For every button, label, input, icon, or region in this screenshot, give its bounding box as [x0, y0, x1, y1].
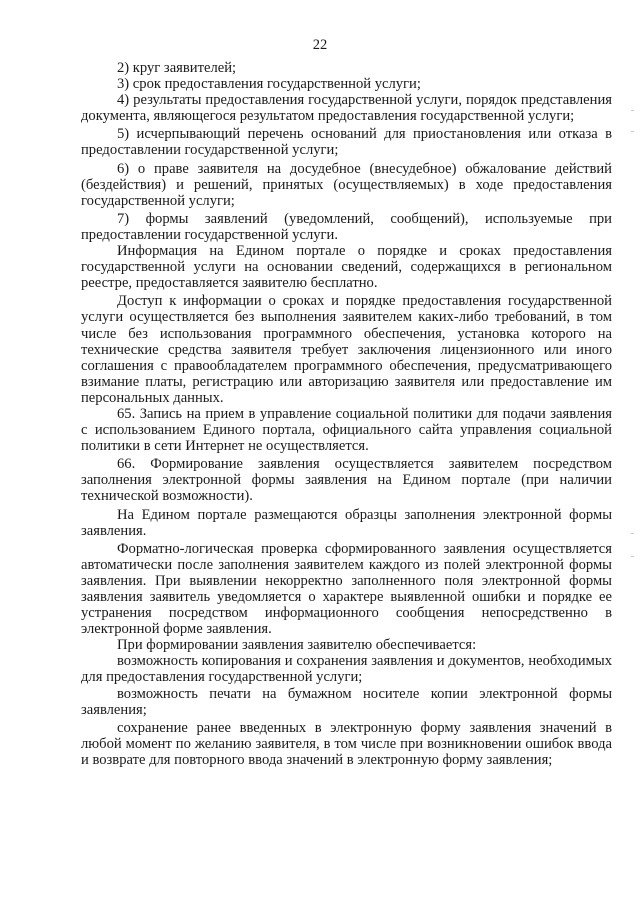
paragraph-65: 65. Запись на прием в управление социальной политики для подачи заявления с использованием Единого портала, официального сайта управления социальной политики в сети Интернет не осуществляется.	[81, 405, 612, 455]
paragraph-list-item-5: 5) исчерпывающий перечень оснований для приостановления или отказа в предоставлении государственной услуги;	[81, 126, 612, 159]
document-body	[81, 60, 612, 768]
paragraph-ensured-intro: При формировании заявления заявителю обеспечивается:	[117, 637, 477, 654]
paragraph-list-item-7: 7) формы заявлений (уведомлений, сообщений), используемые при предоставлении государственной услуги.	[81, 210, 612, 243]
paragraph-list-item-2: 2) круг заявителей;	[117, 60, 237, 76]
paragraph-access-info: Доступ к информации о сроках и порядке предоставления государственной услуги осуществляется без выполнения заявителем каких-либо требований, в том числе без использования программного обеспечения, установка которого на технические средства заявителя требует заключения лицензионного или иного соглашения с правообладателем программного обеспечения, предусматривающего взимание платы, регистрацию или авторизацию заявителя или предоставление им персональных данных.	[81, 293, 612, 406]
paragraph-samples: На Едином портале размещаются образцы заполнения электронной формы заявления.	[81, 506, 612, 539]
paragraph-list-item-3: 3) срок предоставления государственной услуги;	[117, 76, 421, 93]
paragraph-list-item-4: 4) результаты предоставления государственной услуги, порядок представления документа, являющегося результатом предоставления государственной услуги;	[81, 92, 612, 125]
margin-scan-mark	[631, 131, 634, 132]
paragraph-copy-save: возможность копирования и сохранения заявления и документов, необходимых для предоставления государственной услуги;	[81, 653, 612, 686]
paragraph-save-values: сохранение ранее введенных в электронную форму заявления значений в любой момент по желанию заявителя, в том числе при возникновении ошибок ввода и возврате для повторного ввода значений в электронную форму заявления;	[81, 719, 612, 768]
paragraph-format-check: Форматно-логическая проверка сформированного заявления осуществляется автоматически после заполнения заявителем каждого из полей электронной формы заявления. При выявлении некорректно заполненного поля электронной формы заявления заявитель уведомляется о характере выявленной ошибки и порядке ее устранения посредством информационного сообщения непосредственно в электронной форме заявления.	[81, 540, 612, 638]
paragraph-portal-info: Информация на Едином портале о порядке и сроках предоставления государственной услуги на основании сведений, содержащихся в региональном реестре, предоставляется заявителю бесплатно.	[81, 243, 612, 292]
margin-scan-mark	[631, 556, 634, 557]
page-number: 22	[312, 37, 328, 53]
margin-scan-mark	[631, 110, 634, 111]
margin-scan-mark	[631, 533, 634, 534]
paragraph-list-item-6: 6) о праве заявителя на досудебное (внесудебное) обжалование действий (бездействия) и решений, принятых (осуществляемых) в ходе предоставления государственной услуги;	[81, 160, 612, 209]
paragraph-66: 66. Формирование заявления осуществляется заявителем посредством заполнения электронной формы заявления на Едином портале (при наличии технической возможности).	[81, 456, 612, 505]
paragraph-print: возможность печати на бумажном носителе копии электронной формы заявления;	[81, 685, 612, 718]
